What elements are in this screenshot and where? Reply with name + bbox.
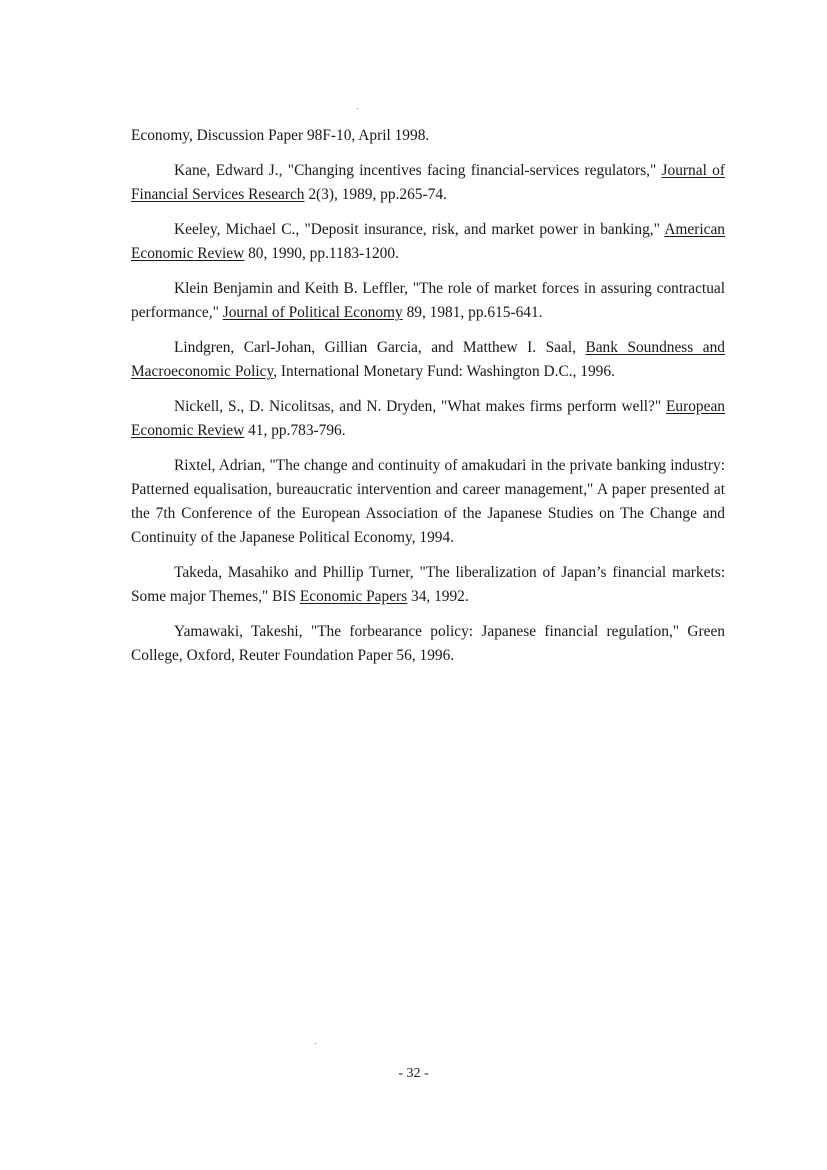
reference-text: 80, 1990, pp.1183-1200. xyxy=(244,245,399,262)
journal-title: European Economic Review xyxy=(131,398,725,439)
reference-text: 89, 1981, pp.615-641. xyxy=(402,304,543,321)
scan-speck xyxy=(315,1043,316,1044)
journal-title: American Economic Review xyxy=(131,221,725,262)
reference-entry-klein xyxy=(131,277,725,325)
reference-entry-rixtel xyxy=(131,454,725,550)
reference-text: Yamawaki, Takeshi, "The forbearance policy: Japanese financial regulation," Green College, Oxford, Reuter Foundation Paper 56, 1996. xyxy=(131,623,725,664)
reference-text: Rixtel, Adrian, "The change and continuity of amakudari in the private banking industry: Patterned equalisation, bureaucratic intervention and career management," A paper presented at the 7th Conference of the European Association of the Japanese Studies on The Change and Continuity of the Japanese Political Economy, 1994. xyxy=(131,457,725,546)
reference-entry-kane xyxy=(131,159,725,207)
reference-entry-economy-continuation xyxy=(131,124,725,148)
journal-title: Economic Papers xyxy=(299,588,408,605)
reference-list xyxy=(131,124,725,679)
reference-text: Klein Benjamin and Keith B. Leffler, "The role of market forces in assuring contractual performance," xyxy=(131,280,725,321)
reference-entry-lindgren xyxy=(131,336,725,384)
reference-text: Takeda, Masahiko and Phillip Turner, "The liberalization of Japan’s financial markets: Some major Themes," BIS xyxy=(131,564,725,605)
reference-text: 34, 1992. xyxy=(407,588,469,605)
scan-speck xyxy=(357,108,358,109)
reference-text: Nickell, S., D. Nicolitsas, and N. Dryden, "What makes firms perform well?" xyxy=(174,398,667,415)
reference-entry-yamawaki xyxy=(131,620,725,668)
reference-entry-keeley xyxy=(131,218,725,266)
journal-title: Journal of Financial Services Research xyxy=(131,162,725,203)
reference-entry-takeda xyxy=(131,561,725,609)
reference-text: Kane, Edward J., "Changing incentives facing financial-services regulators," xyxy=(174,162,662,179)
journal-title: Journal of Political Economy xyxy=(222,304,403,321)
reference-entry-nickell xyxy=(131,395,725,443)
reference-text: , International Monetary Fund: Washington D.C., 1996. xyxy=(273,363,615,380)
reference-text: Keeley, Michael C., "Deposit insurance, risk, and market power in banking," xyxy=(174,221,665,238)
page-number: - 32 - xyxy=(398,1066,429,1081)
reference-text: Lindgren, Carl-Johan, Gillian Garcia, and Matthew I. Saal, xyxy=(174,339,586,356)
reference-text: Economy, Discussion Paper 98F-10, April 1998. xyxy=(131,127,430,144)
book-title: Bank Soundness and Macroeconomic Policy xyxy=(131,339,725,380)
reference-text: 41, pp.783-796. xyxy=(244,422,346,439)
reference-text: 2(3), 1989, pp.265-74. xyxy=(304,186,447,203)
